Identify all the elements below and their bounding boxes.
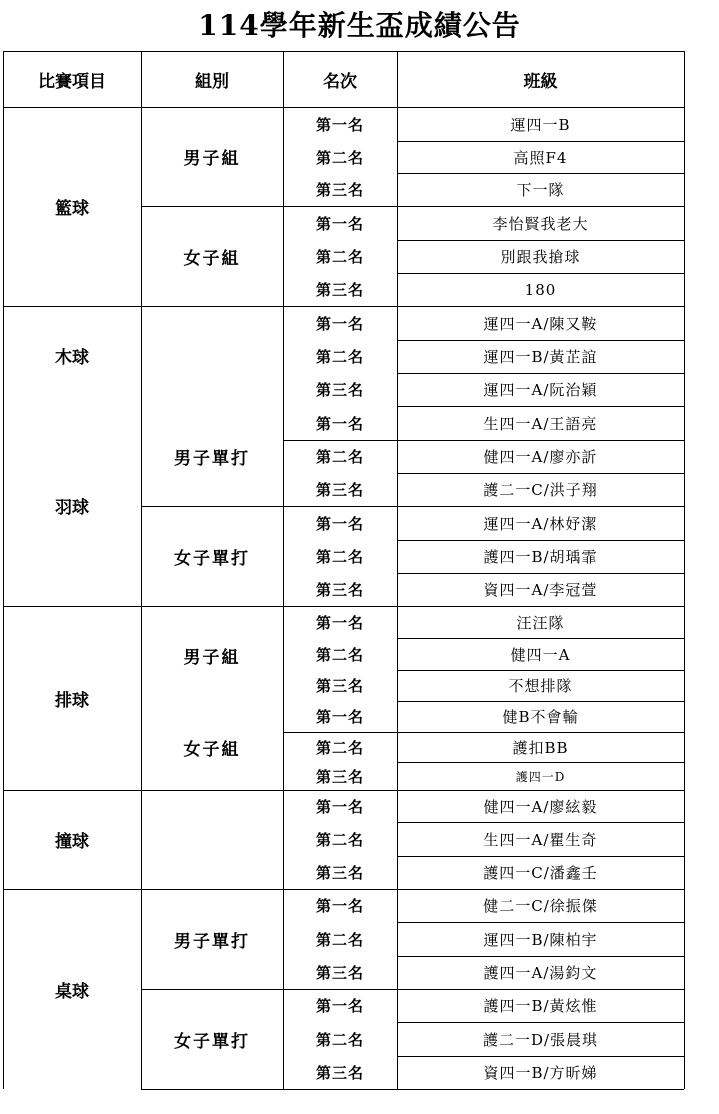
class-cell: 高照F4: [513, 148, 568, 167]
rank-cell: 第二名: [315, 348, 364, 366]
class-cell: 生四一A/王語亮: [483, 414, 598, 433]
rank-cell: 第一名: [315, 797, 364, 816]
class-cell: 180: [524, 280, 557, 299]
rank-cell: 第一名: [315, 314, 364, 333]
group-volleyball-male: 男子組: [183, 647, 241, 668]
rank-cell: 第二名: [315, 930, 364, 949]
header-rank: 名次: [323, 71, 357, 92]
class-cell: 資四一A/李冠萱: [483, 581, 598, 599]
group-badminton-female: 女子單打: [174, 548, 250, 569]
rank-cell: 第三名: [315, 677, 364, 695]
group-basketball-male: 男子組: [183, 149, 241, 169]
class-cell: 護四一B/黃炫惟: [483, 997, 598, 1015]
rank-cell: 第三名: [315, 181, 364, 199]
rank-cell: 第一名: [315, 115, 364, 134]
sport-woodball: 木球: [55, 347, 89, 368]
rank-cell: 第三名: [315, 1064, 364, 1082]
group-badminton-male: 男子單打: [174, 448, 250, 469]
class-cell: 運四一B/黃芷誼: [483, 348, 598, 366]
class-cell: 健四一A: [510, 645, 571, 664]
class-cell: 李怡賢我老大: [492, 214, 589, 233]
rank-cell: 第一名: [315, 897, 364, 915]
class-cell: 健B不會輸: [502, 708, 579, 726]
sport-billiards: 撞球: [55, 832, 89, 852]
rank-cell: 第一名: [315, 414, 364, 433]
rank-cell: 第二名: [315, 1030, 364, 1049]
rank-cell: 第三名: [315, 767, 364, 786]
class-cell: 護二一D/張晨琪: [482, 1030, 599, 1049]
rank-cell: 第三名: [315, 864, 364, 882]
class-cell: 護四一A/湯鈞文: [483, 964, 598, 982]
group-basketball-female: 女子組: [183, 248, 241, 269]
class-cell: 不想排隊: [508, 677, 573, 695]
rank-cell: 第三名: [315, 964, 364, 982]
class-cell: 資四一B/方昕娣: [483, 1064, 598, 1082]
class-cell: 護扣BB: [512, 738, 569, 757]
class-cell: 下一隊: [516, 181, 565, 199]
rank-cell: 第二名: [315, 448, 364, 466]
rank-cell: 第一名: [315, 708, 364, 726]
rank-cell: 第二名: [315, 248, 364, 266]
rank-cell: 第二名: [315, 738, 364, 757]
class-cell: 護四一D: [515, 769, 566, 784]
rank-cell: 第三名: [315, 381, 364, 399]
class-cell: 護四一B/胡瑀霏: [483, 548, 598, 566]
header-sport: 比賽項目: [38, 71, 106, 92]
class-cell: 運四一B: [510, 115, 571, 134]
rank-cell: 第二名: [315, 645, 364, 664]
class-cell: 護二一C/洪子翔: [483, 481, 598, 499]
class-cell: 健二一C/徐振傑: [483, 897, 598, 915]
grid-line: [684, 51, 685, 1089]
class-cell: 健四一A/廖絃毅: [483, 797, 598, 816]
rank-cell: 第一名: [315, 997, 364, 1015]
class-cell: 護四一C/潘鑫壬: [483, 864, 598, 882]
group-tabletennis-male: 男子單打: [174, 931, 250, 952]
sport-basketball: 籃球: [55, 199, 89, 219]
rank-cell: 第一名: [315, 514, 364, 533]
page-title: 114學年新生盃成績公告: [198, 9, 521, 42]
class-cell: 運四一B/陳柏宇: [483, 930, 598, 949]
class-cell: 生四一A/瞿生奇: [483, 830, 598, 849]
class-cell: 汪汪隊: [516, 613, 565, 632]
sport-volleyball: 排球: [55, 690, 89, 711]
rank-cell: 第二名: [315, 830, 364, 849]
group-volleyball-female: 女子組: [183, 739, 241, 760]
class-cell: 別跟我搶球: [500, 248, 581, 266]
rank-cell: 第三名: [315, 581, 364, 599]
sport-tabletennis: 桌球: [55, 981, 89, 1002]
class-cell: 運四一A/阮治穎: [483, 381, 598, 399]
class-cell: 運四一A/陳又鞍: [483, 314, 598, 333]
group-tabletennis-female: 女子單打: [174, 1031, 250, 1052]
header-class: 班級: [523, 71, 558, 92]
rank-cell: 第二名: [315, 148, 364, 167]
sport-badminton: 羽球: [55, 497, 89, 518]
rank-cell: 第三名: [315, 481, 364, 499]
class-cell: 健四一A/廖亦訢: [483, 448, 598, 466]
grid-line: [141, 1089, 684, 1090]
rank-cell: 第一名: [315, 613, 364, 632]
rank-cell: 第二名: [315, 548, 364, 566]
rank-cell: 第三名: [315, 281, 364, 299]
header-group: 組別: [195, 71, 229, 92]
class-cell: 運四一A/林妤潔: [483, 514, 598, 533]
rank-cell: 第一名: [315, 214, 364, 233]
